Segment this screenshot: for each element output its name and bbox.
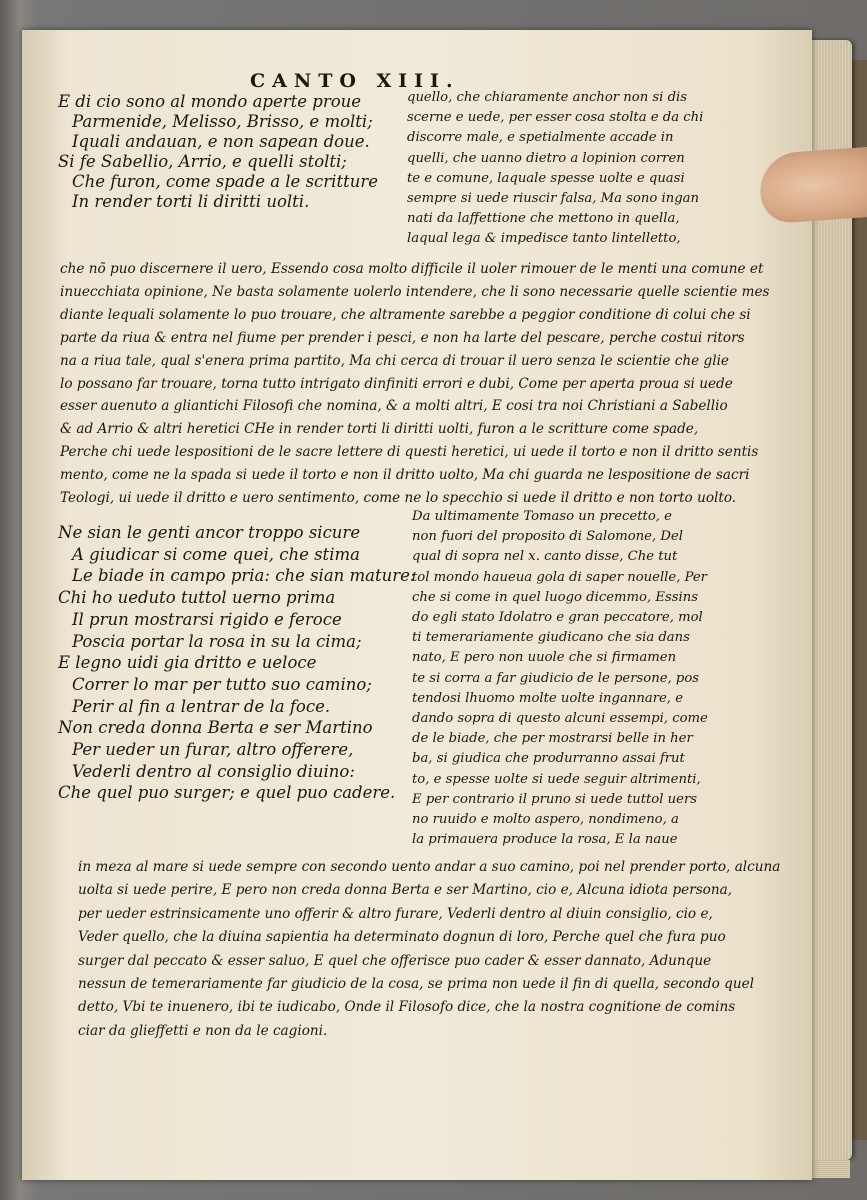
commentary-line: tol mondo haueua gola di saper nouelle, Per <box>412 569 707 585</box>
prose-line: detto, Vbi te inuenero, ibi te iudicabo, Onde il Filosofo dice, che la nostra cognitione de comins <box>78 999 736 1016</box>
verse-stanza-2 <box>58 522 415 804</box>
commentary-line: te si corra a far giudicio de le persone, pos <box>412 670 700 686</box>
prose-line: & ad Arrio & altri heretici CHe in render torti li diritti uolti, furon a le scritture come spade, <box>60 421 699 438</box>
commentary-line: sempre si uede riuscir falsa, Ma sono ingan <box>407 191 699 207</box>
prose-line: parte da riua & entra nel fiume per prender i pesci, e non ha larte del pescare, perche costui ritors <box>60 329 745 346</box>
commentary-line: quelli, che uanno dietro a lopinion corren <box>407 150 685 166</box>
commentary-line: ti temerariamente giudicano che sia dans <box>412 630 690 646</box>
verse-line: In render torti li diritti uolti. <box>72 192 310 211</box>
verse-line: Non creda donna Berta e ser Martino <box>58 718 373 738</box>
commentary-line: nato, E pero non uuole che si firmamen <box>412 650 677 666</box>
verse-line: Ne sian le genti ancor troppo sicure <box>58 523 361 542</box>
commentary-line: la primauera produce la rosa, E la naue <box>412 832 678 848</box>
verse-line: Perir al fin a lentrar de la foce. <box>72 696 331 716</box>
prose-line: uolta si uede perire, E pero non creda donna Berta e ser Martino, cio e, Alcuna idiota persona, <box>78 882 733 899</box>
verse-line: E legno uidi gia dritto e ueloce <box>58 653 317 673</box>
verse-line: Che quel puo surger; e quel puo cadere. <box>58 783 396 803</box>
verse-line: Le biade in campo pria: che sian mature: <box>72 566 416 586</box>
commentary-line: do egli stato Idolatro e gran peccatore, mol <box>412 610 703 626</box>
commentary-line: Da ultimamente Tomaso un precetto, e <box>412 509 672 524</box>
commentary-line: de le biade, che per mostrarsi belle in her <box>412 731 693 747</box>
verse-line: Correr lo mar per tutto suo camino; <box>72 674 372 694</box>
commentary-block-2 <box>412 507 708 850</box>
prose-line: ciar da glieffetti e non da le cagioni. <box>78 1022 328 1039</box>
book-cover-edge <box>850 60 867 1140</box>
verse-line: Per ueder un furar, altro offerere, <box>72 740 354 760</box>
commentary-line: laqual lega & impedisce tanto lintelletto, <box>407 231 681 247</box>
verse-line: E di cio sono al mondo aperte proue <box>58 92 362 111</box>
commentary-line: to, e spesse uolte si uede seguir altrimenti, <box>412 771 701 787</box>
commentary-line: qual di sopra nel x. canto disse, Che tut <box>412 549 678 565</box>
verse-line: Il prun mostrarsi rigido e feroce <box>72 609 342 629</box>
prose-line: surger dal peccato & esser saluo, E quel che offerisce puo cader & esser dannato, Adunque <box>78 952 712 969</box>
commentary-line: che si come in quel luogo dicemmo, Essins <box>412 589 698 605</box>
commentary-line: quello, che chiaramente anchor non si dis <box>407 90 687 105</box>
prose-line: inuecchiata opinione, Ne basta solamente uolerlo intendere, che li sono necessarie quelle scientie mes <box>60 283 770 300</box>
commentary-line: ba, si giudica che produrranno assai frut <box>412 751 685 767</box>
verse-line: Vederli dentro al consiglio diuino: <box>72 761 355 781</box>
commentary-line: scerne e uede, per esser cosa stolta e da chi <box>407 110 704 126</box>
prose-line: in meza al mare si uede sempre con secondo uento andar a suo camino, poi nel prender porto, alcuna <box>78 859 781 875</box>
prose-commentary-1 <box>60 258 770 510</box>
prose-line: diante lequali solamente lo puo trouare, che altramente sarebbe a peggior conditione di colui che si <box>60 306 751 323</box>
verse-line: Poscia portar la rosa in su la cima; <box>72 631 362 651</box>
prose-line: na a riua tale, qual s'enera prima partito, Ma chi cerca di trouar il uero senza le scientie che glie <box>60 352 729 369</box>
verse-line: Iquali andauan, e non sapean doue. <box>72 132 370 151</box>
commentary-line: discorre male, e spetialmente accade in <box>407 130 674 146</box>
prose-line: esser auenuto a gliantichi Filosofi che nomina, & a molti altri, E cosi tra noi Christiani a Sabellio <box>60 398 728 415</box>
verse-line: Parmenide, Melisso, Brisso, e molti; <box>72 112 373 131</box>
prose-commentary-2 <box>78 856 780 1043</box>
commentary-line: dando sopra di questo alcuni essempi, come <box>412 711 708 727</box>
prose-line: Veder quello, che la diuina sapientia ha determinato dognun di loro, Perche quel che fura puo <box>78 929 726 946</box>
prose-line: che nõ puo discernere il uero, Essendo cosa molto difficile il uoler rimouer de le menti una comune et <box>60 261 764 277</box>
commentary-line: E per contrario il pruno si uede tuttol uers <box>412 791 698 807</box>
verse-line: Si fe Sabellio, Arrio, e quelli stolti; <box>58 152 347 171</box>
commentary-block-1 <box>407 88 703 250</box>
prose-line: Teologi, ui uede il dritto e uero sentimento, come ne lo specchio si uede il dritto e non torto uolto. <box>60 490 737 507</box>
commentary-line: te e comune, laquale spesse uolte e quasi <box>407 170 685 186</box>
commentary-line: nati da laffettione che mettono in quella, <box>407 211 680 227</box>
commentary-line: tendosi lhuomo molte uolte ingannare, e <box>412 690 684 706</box>
verse-line: Chi ho ueduto tuttol uerno prima <box>58 588 336 608</box>
verse-stanza-1 <box>58 92 378 212</box>
commentary-line: non fuori del proposito di Salomone, Del <box>412 529 683 545</box>
running-header: CANTO XIII. <box>250 70 460 92</box>
prose-line: per ueder estrinsicamente uno offerir & altro furare, Vederli dentro al diuin consiglio, cio e, <box>78 905 713 922</box>
commentary-line: no ruuido e molto aspero, nondimeno, a <box>412 812 679 828</box>
prose-line: Perche chi uede lespositioni de le sacre lettere di questi heretici, ui uede il torto e non il dritto sentis <box>60 444 759 461</box>
prose-line: lo possano far trouare, torna tutto intrigato dinfiniti errori e dubi, Come per aperta proua si uede <box>60 375 733 392</box>
prose-line: mento, come ne la spada si uede il torto e non il dritto uolto, Ma chi guarda ne lespositione de sacri <box>60 467 750 484</box>
prose-line: nessun de temerariamente far giudicio de la cosa, se prima non uede il fin di quella, secondo quel <box>78 976 754 993</box>
verse-line: Che furon, come spade a le scritture <box>72 172 378 191</box>
verse-line: A giudicar si come quei, che stima <box>72 544 360 564</box>
